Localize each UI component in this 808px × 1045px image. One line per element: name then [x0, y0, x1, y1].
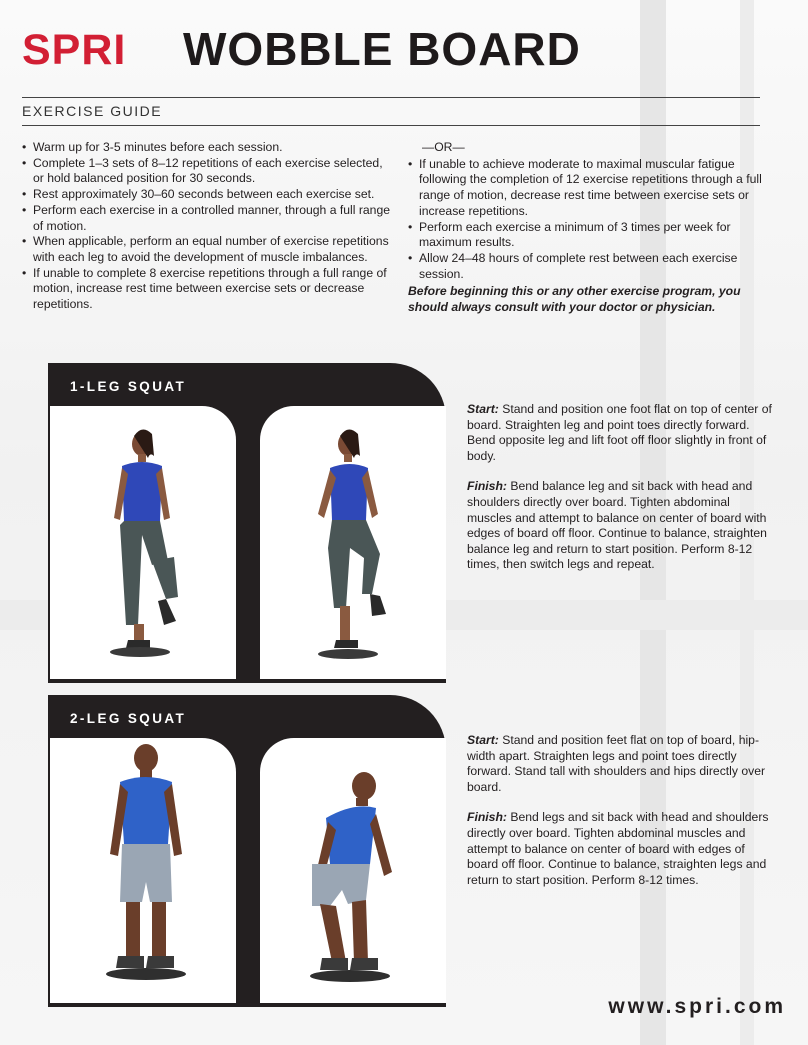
safety-note: Before beginning this or any other exercise program, you should always consult with your doctor or physician. [408, 284, 741, 315]
exercise-description [467, 733, 772, 903]
man-two-leg-finish-figure [260, 738, 446, 1003]
exercise-photo-start [50, 406, 236, 679]
spri-logo: SPRI [22, 26, 127, 74]
exercise-photo-finish [260, 406, 446, 679]
section-label: EXERCISE GUIDE [22, 103, 163, 119]
guide-bullet: • Perform each exercise a minimum of 3 times per week for maximum results. [408, 220, 778, 251]
guide-bullet: • When applicable, perform an equal number of exercise repetitions with each leg to avoid the development of muscle imbalances. [22, 234, 394, 265]
or-separator: —OR— [422, 140, 465, 154]
start-text: Stand and position feet flat on top of board, hip-width apart. Straighten legs and point toes directly forward. Stand tall with shoulders and hips directly over board. [467, 733, 766, 794]
exercise-title: 2-LEG SQUAT [70, 711, 187, 726]
start-text: Stand and position one foot flat on top of center of board. Straighten leg and point toes directly forward. Bend opposite leg and lift foot off floor slightly in front of body. [467, 402, 772, 463]
woman-one-leg-start-figure [50, 406, 236, 679]
guide-left-column [22, 140, 394, 313]
guide-bullet: • Perform each exercise in a controlled manner, through a full range of motion. [22, 203, 394, 234]
page-title: WOBBLE BOARD [183, 23, 581, 75]
start-instructions [467, 733, 772, 795]
finish-instructions [467, 810, 772, 888]
finish-label: Finish: [467, 810, 507, 825]
guide-bullet: • If unable to achieve moderate to maximal muscular fatigue following the completion of 12 exercise repetitions through a full range of motion, decrease rest time between exercise sets or increase repetitions. [408, 157, 778, 220]
exercise-description [467, 402, 772, 588]
finish-label: Finish: [467, 479, 507, 494]
finish-text: Bend balance leg and sit back with head and shoulders directly over board. Tighten abdominal muscles and attempt to balance on center of board with edges of board off floor. Continue to balance, straighten balance leg and return to start position. Perform 8-12 times, then switch legs and repeat. [467, 479, 767, 572]
guide-bullet: • Complete 1–3 sets of 8–12 repetitions of each exercise selected, or hold balanced position for 30 seconds. [22, 156, 394, 187]
finish-instructions [467, 479, 772, 573]
exercise-photo-finish [260, 738, 446, 1003]
guide-right-column [408, 140, 778, 316]
man-two-leg-start-figure [50, 738, 236, 1003]
guide-bullet: • Allow 24–48 hours of complete rest between each exercise session. [408, 251, 778, 282]
exercise-title: 1-LEG SQUAT [70, 379, 187, 394]
woman-one-leg-finish-figure [260, 406, 446, 679]
divider [22, 125, 760, 126]
exercise-panel-1-leg-squat [48, 363, 446, 683]
guide-bullet: • If unable to complete 8 exercise repetitions through a full range of motion, increase rest time between exercise sets or decrease repetitions. [22, 266, 394, 313]
guide-bullet: • Warm up for 3-5 minutes before each session. [22, 140, 394, 156]
start-label: Start: [467, 733, 499, 747]
guide-bullet: • Rest approximately 30–60 seconds between each exercise set. [22, 187, 394, 203]
divider [22, 97, 760, 98]
finish-text: Bend legs and sit back with head and shoulders directly over board. Tighten abdominal muscles and attempt to balance on center of board with edges of board off floor. Continue to balance, straighten legs and return to start position. Perform 8-12 times. [467, 810, 769, 887]
start-instructions [467, 402, 772, 464]
website-url: www.spri.com [608, 995, 786, 1018]
start-label: Start: [467, 402, 499, 416]
exercise-photo-start [50, 738, 236, 1003]
exercise-panel-2-leg-squat [48, 695, 446, 1007]
